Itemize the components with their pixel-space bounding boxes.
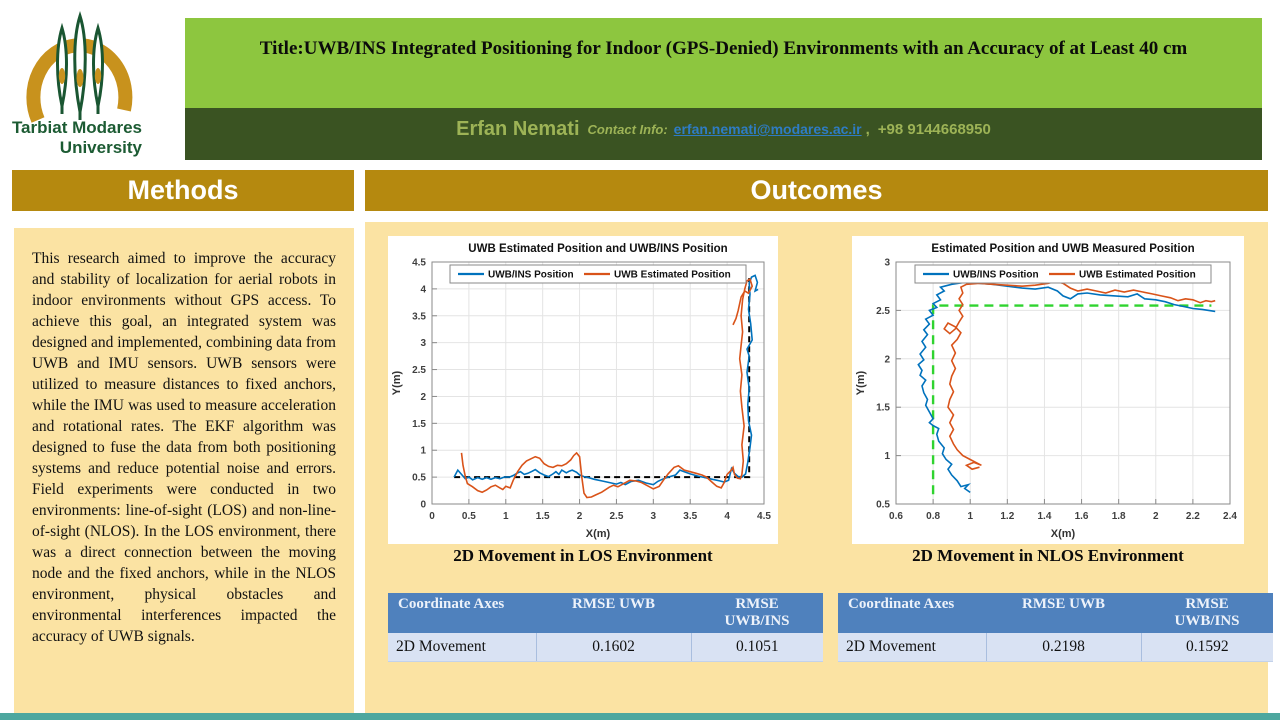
rmse-table-nlos	[838, 593, 1273, 662]
table-header-row	[388, 593, 823, 633]
svg-text:3.5: 3.5	[412, 311, 426, 323]
methods-section-header: Methods	[12, 170, 354, 211]
rmse-uwb-value: 0.2198	[986, 633, 1141, 662]
university-logo	[0, 0, 185, 168]
row-label: 2D Movement	[838, 633, 986, 662]
title-bar	[185, 18, 1262, 108]
nlos-position-chart	[852, 236, 1244, 544]
svg-text:1.5: 1.5	[876, 402, 890, 414]
svg-text:UWB Estimated Position: UWB Estimated Position	[614, 269, 731, 281]
svg-text:UWB Estimated Position: UWB Estimated Position	[1079, 269, 1196, 281]
svg-text:0.5: 0.5	[876, 499, 890, 511]
svg-text:0: 0	[420, 499, 426, 511]
svg-text:4.5: 4.5	[412, 257, 426, 269]
contact-info-label: Contact Info:	[587, 121, 668, 137]
svg-text:2.2: 2.2	[1185, 511, 1200, 522]
svg-text:2: 2	[576, 511, 583, 522]
contact-bar	[185, 108, 1262, 160]
outcomes-panel	[365, 222, 1268, 713]
rmse-uwbins-value: 0.1051	[691, 633, 823, 662]
university-name-line1: Tarbiat Modares	[11, 118, 142, 137]
column-header: RMSE UWB/INS	[1141, 593, 1273, 633]
svg-text:2: 2	[420, 391, 426, 403]
svg-text:1.2: 1.2	[1000, 511, 1015, 522]
svg-text:3: 3	[650, 511, 657, 522]
footer-accent-bar	[0, 713, 1280, 720]
outcomes-section-header: Outcomes	[365, 170, 1268, 211]
svg-text:1: 1	[420, 445, 426, 457]
university-name	[0, 118, 142, 158]
svg-text:Y(m): Y(m)	[391, 370, 403, 396]
svg-text:3: 3	[420, 338, 426, 350]
svg-text:X(m): X(m)	[1050, 528, 1076, 540]
column-header: RMSE UWB	[536, 593, 691, 633]
svg-text:1.4: 1.4	[1037, 511, 1052, 522]
svg-text:4: 4	[724, 511, 730, 522]
svg-text:1.5: 1.5	[412, 418, 426, 430]
svg-text:1.8: 1.8	[1111, 511, 1126, 522]
contact-separator: ,	[865, 120, 870, 138]
table-row	[388, 633, 823, 662]
svg-text:0: 0	[429, 511, 435, 522]
svg-text:0.5: 0.5	[412, 472, 426, 484]
university-logo-icon	[0, 6, 185, 124]
los-position-chart	[388, 236, 778, 544]
svg-text:0.5: 0.5	[461, 511, 476, 522]
svg-text:2.5: 2.5	[876, 305, 890, 317]
phone-number: +98 9144668950	[877, 120, 991, 138]
svg-text:4: 4	[420, 284, 426, 296]
svg-text:1: 1	[502, 511, 509, 522]
row-label: 2D Movement	[388, 633, 536, 662]
svg-text:2: 2	[884, 354, 890, 366]
svg-text:1: 1	[884, 451, 890, 463]
methods-panel	[14, 228, 354, 714]
rmse-uwb-value: 0.1602	[536, 633, 691, 662]
nlos-figure-caption: 2D Movement in NLOS Environment	[912, 546, 1184, 565]
svg-text:0.6: 0.6	[889, 511, 903, 522]
column-header: RMSE UWB/INS	[691, 593, 823, 633]
svg-text:0.8: 0.8	[926, 511, 941, 522]
svg-text:1.6: 1.6	[1074, 511, 1089, 522]
svg-text:Estimated Position and UWB Mea: Estimated Position and UWB Measured Position	[931, 243, 1195, 255]
methods-paragraph: This research aimed to improve the accuracy and stability of localization for aerial robots in indoor environments without GPS access. To achieve this goal, an integrated system was designed and implemented, combining data from UWB and IMU sensors. UWB sensors were utilized to measure distances to fixed anchors, while the IMU was used to measure acceleration and rotational rates. The EKF algorithm was designed to fuse the data from both positioning systems and reduce potential noise and errors. Field experiments were conducted in two environments: line-of-sight (LOS) and non-line-of-sight (NLOS). In the LOS environment, there was a direct connection between the moving node and the fixed anchors, while in the NLOS environment, physical obstacles and environmental interferences impacted the accuracy of UWB signals.	[32, 250, 336, 645]
column-header: Coordinate Axes	[838, 593, 986, 633]
svg-text:UWB/INS Position: UWB/INS Position	[488, 269, 574, 281]
svg-text:2: 2	[1152, 511, 1159, 522]
svg-text:2.5: 2.5	[412, 365, 426, 377]
table-row	[838, 633, 1273, 662]
svg-text:1.5: 1.5	[535, 511, 550, 522]
svg-text:1: 1	[967, 511, 974, 522]
rmse-uwbins-value: 0.1592	[1141, 633, 1273, 662]
svg-text:UWB Estimated Position and UWB: UWB Estimated Position and UWB/INS Position	[468, 243, 728, 255]
svg-text:3.5: 3.5	[683, 511, 698, 522]
email-link[interactable]: erfan.nemati@modares.ac.ir	[673, 121, 862, 137]
column-header: RMSE UWB	[986, 593, 1141, 633]
svg-text:Y(m): Y(m)	[855, 370, 867, 396]
svg-text:2.4: 2.4	[1223, 511, 1237, 522]
svg-text:4.5: 4.5	[757, 511, 771, 522]
rmse-table-los	[388, 593, 823, 662]
table-header-row	[838, 593, 1273, 633]
svg-text:UWB/INS Position: UWB/INS Position	[953, 269, 1039, 281]
author-name: Erfan Nemati	[456, 117, 580, 140]
svg-text:3: 3	[884, 257, 890, 269]
column-header: Coordinate Axes	[388, 593, 536, 633]
university-name-line2: University	[59, 138, 142, 157]
svg-text:2.5: 2.5	[609, 511, 624, 522]
svg-text:X(m): X(m)	[585, 528, 611, 540]
poster-title: Title:UWB/INS Integrated Positioning for Indoor (GPS-Denied) Environments with an Accuracy of at Least 40 cm	[259, 38, 1188, 59]
los-figure-caption: 2D Movement in LOS Environment	[453, 546, 713, 565]
